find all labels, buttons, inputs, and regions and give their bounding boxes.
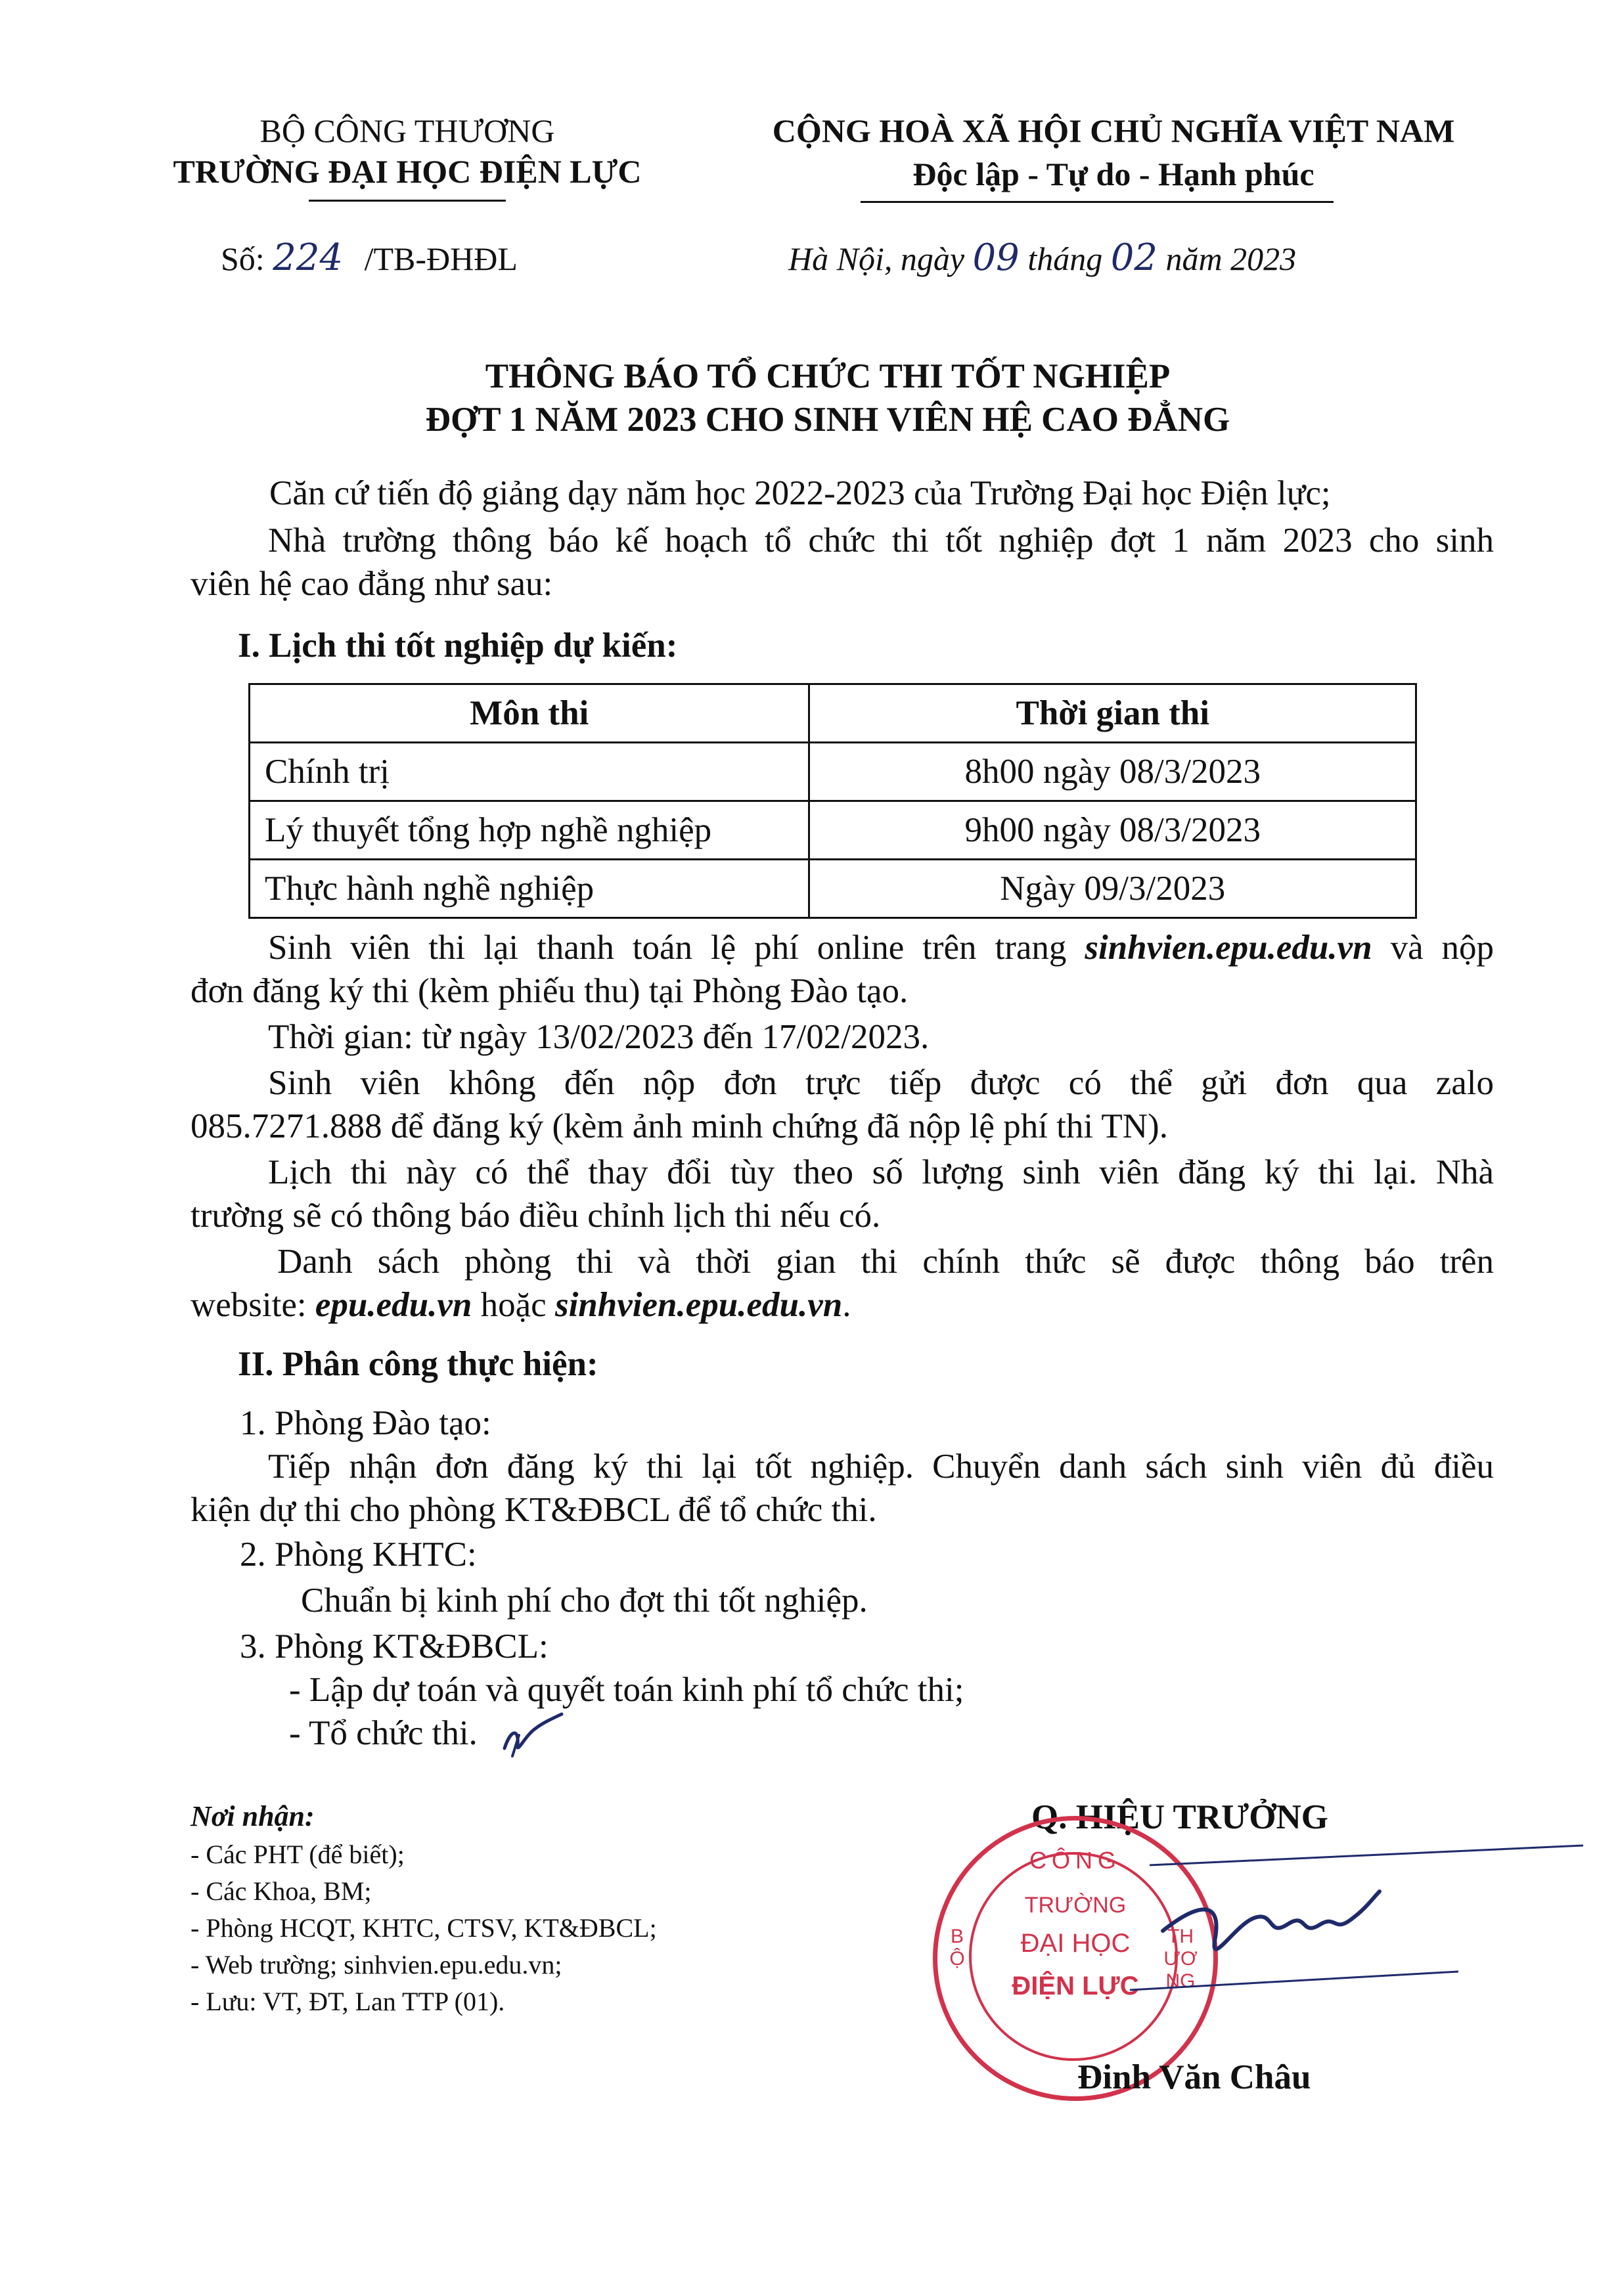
initials-mark-icon (499, 1709, 565, 1761)
table-row (250, 801, 1416, 860)
number-handwritten: 224 (273, 236, 344, 279)
recipient-item: - Phòng HCQT, KHTC, CTSV, KT&ĐBCL; (191, 1913, 657, 1943)
school-name: TRƯỜNG ĐẠI HỌC ĐIỆN LỰC (173, 153, 642, 190)
subject-cell: Lý thuyết tổng hợp nghề nghiệp (250, 801, 809, 860)
signer-title: Q. HIỆU TRƯỞNG (1031, 1798, 1329, 1836)
recipient-item: - Web trường; sinhvien.epu.edu.vn; (191, 1950, 562, 1979)
task-1-line2: kiện dự thi cho phòng KT&ĐBCL để tổ chức thi. (191, 1491, 877, 1529)
task-1-title: 1. Phòng Đào tạo: (240, 1404, 491, 1442)
exam-schedule-table (248, 683, 1417, 919)
table-row (250, 743, 1416, 801)
signer-name: Đinh Văn Châu (1077, 2058, 1311, 2096)
task-2-title: 2. Phòng KHTC: (240, 1535, 477, 1574)
task-3-line2 (289, 1711, 815, 1755)
task-2-line1: Chuẩn bị kinh phí cho đợt thi tốt nghiệp. (301, 1581, 868, 1620)
seal-line-3: ĐIỆN LỰC (1012, 1972, 1139, 2000)
list-text-end: . (842, 1286, 851, 1324)
country-name: CỘNG HOÀ XÃ HỘI CHỦ NGHĨA VIỆT NAM (772, 112, 1455, 149)
change-paragraph-line1: Lịch thi này có thể thay đổi tùy theo số lượng sinh viên đăng ký thi lại. Nhà (268, 1153, 1494, 1191)
fee-text-a: Sinh viên thi lại thanh toán lệ phí online trên trang (268, 929, 1067, 967)
fee-text-b: và nộp (1390, 929, 1494, 967)
document-number (221, 238, 681, 279)
signature-scribble-icon (999, 1826, 1590, 2049)
date-year-label: năm 2023 (1165, 240, 1297, 277)
seal-right-arc: THƯƠNG (1163, 1926, 1198, 1992)
date-month-label: tháng (1027, 240, 1103, 277)
student-portal-link[interactable]: sinhvien.epu.edu.vn (1085, 929, 1372, 967)
subject-cell: Chính trị (250, 743, 809, 801)
student-portal-link-2[interactable]: sinhvien.epu.edu.vn (554, 1286, 843, 1324)
website-link[interactable]: epu.edu.vn (315, 1286, 472, 1324)
place-date (788, 238, 1445, 279)
task-1-line1: Tiếp nhận đơn đăng ký thi lại tốt nghiệp. Chuyển danh sách sinh viên đủ điều (268, 1447, 1494, 1486)
column-header-time: Thời gian thi (809, 684, 1416, 743)
place-date-prefix: Hà Nội, ngày (788, 240, 965, 277)
time-cell: 9h00 ngày 08/3/2023 (809, 801, 1416, 860)
seal-top-arc: CÔNG (1029, 1847, 1121, 1874)
subject-cell: Thực hành nghề nghiệp (250, 860, 809, 918)
task-3-line2-text: - Tổ chức thi. (289, 1714, 478, 1752)
seal-left-arc: BỘ (949, 1926, 965, 1970)
list-paragraph-line2 (191, 1283, 1439, 1327)
school-underline (309, 200, 506, 202)
list-text-b: hoặc (480, 1286, 547, 1324)
task-3-line1: - Lập dự toán và quyết toán kinh phí tổ chức thi; (289, 1671, 964, 1709)
intro-paragraph-2-line1: Nhà trường thông báo kế hoạch tổ chức thi tốt nghiệp đợt 1 năm 2023 cho sinh (268, 521, 1494, 560)
zalo-paragraph-line1: Sinh viên không đến nộp đơn trực tiếp được có thể gửi đơn qua zalo (268, 1064, 1494, 1102)
section-2-heading: II. Phân công thực hiện: (238, 1345, 598, 1383)
zalo-paragraph-line2: 085.7271.888 để đăng ký (kèm ảnh minh chứng đã nộp lệ phí thi TN). (191, 1107, 1168, 1145)
column-header-subject: Môn thi (250, 684, 809, 743)
recipient-item: - Các PHT (để biết); (191, 1840, 405, 1869)
table-row (250, 860, 1416, 918)
recipients-label: Nơi nhận: (191, 1800, 315, 1832)
section-1-heading: I. Lịch thi tốt nghiệp dự kiến: (238, 627, 678, 665)
fee-paragraph-line2: đơn đăng ký thi (kèm phiếu thu) tại Phòng Đào tạo. (191, 972, 909, 1010)
ministry-name: BỘ CÔNG THƯƠNG (259, 112, 555, 149)
number-prefix: Số: (221, 240, 265, 277)
intro-paragraph-1: Căn cứ tiến độ giảng dạy năm học 2022-2023 của Trường Đại học Điện lực; (269, 474, 1331, 512)
notice-title-line2: ĐỢT 1 NĂM 2023 CHO SINH VIÊN HỆ CAO ĐẲNG (425, 401, 1230, 439)
motto-underline (861, 201, 1334, 203)
seal-line-1: TRƯỜNG (1024, 1893, 1127, 1918)
list-paragraph-line1: Danh sách phòng thi và thời gian thi chính thức sẽ được thông báo trên (277, 1243, 1494, 1281)
fee-paragraph-line1 (268, 926, 1494, 969)
date-day: 09 (972, 236, 1020, 279)
time-cell: Ngày 09/3/2023 (809, 860, 1416, 918)
recipient-item: - Các Khoa, BM; (191, 1876, 372, 1906)
intro-paragraph-2-line2: viên hệ cao đẳng như sau: (191, 565, 553, 603)
notice-title-line1: THÔNG BÁO TỔ CHỨC THI TỐT NGHIỆP (485, 357, 1171, 395)
date-month: 02 (1110, 236, 1157, 279)
list-text-a: website: (191, 1286, 307, 1324)
table-header-row (250, 684, 1416, 743)
registration-time: Thời gian: từ ngày 13/02/2023 đến 17/02/2023. (268, 1018, 930, 1056)
number-suffix: /TB-ĐHĐL (364, 240, 518, 277)
change-paragraph-line2: trường sẽ có thông báo điều chỉnh lịch thi nếu có. (191, 1197, 881, 1235)
time-cell: 8h00 ngày 08/3/2023 (809, 743, 1416, 801)
recipients-list (191, 1836, 847, 2020)
national-motto: Độc lập - Tự do - Hạnh phúc (912, 156, 1315, 192)
recipient-item: - Lưu: VT, ĐT, Lan TTP (01). (191, 1987, 505, 2016)
seal-line-2: ĐẠI HỌC (1020, 1929, 1131, 1958)
task-3-title: 3. Phòng KT&ĐBCL: (240, 1627, 549, 1666)
